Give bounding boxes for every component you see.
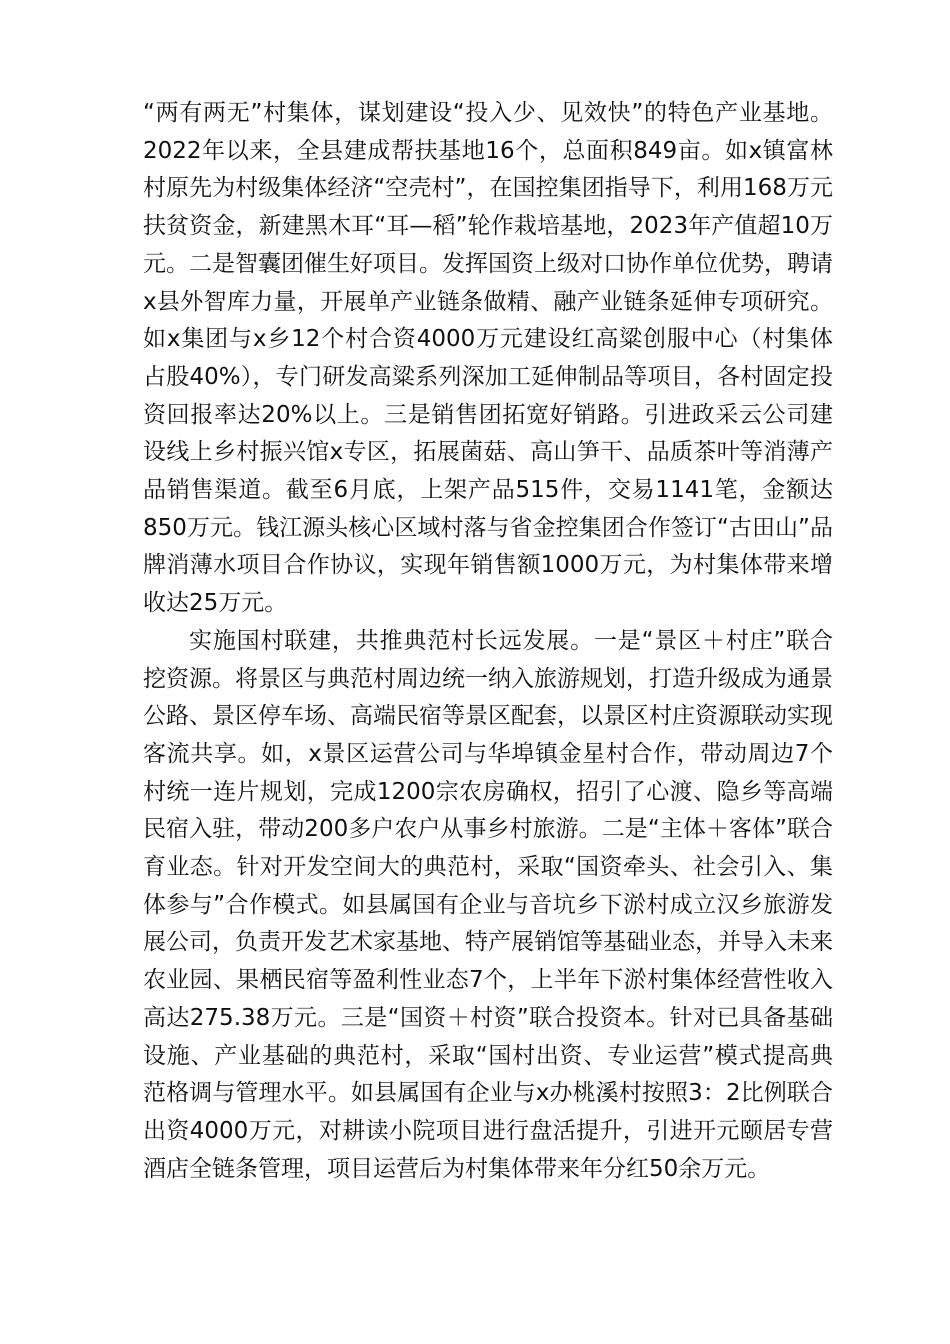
document-page (143, 95, 833, 1188)
paragraph-continued: “两有两无”村集体，谋划建设“投入少、见效快”的特色产业基地。2022年以来，全县建成帮扶基地16个，总面积849亩。如x镇富林村原先为村级集体经济“空壳村”，在国控集团指导下，利用168万元扶贫资金，新建黑木耳“耳—稻”轮作栽培基地，2023年产值超10万元。二是智囊团催生好项目。发挥国资上级对口协作单位优势，聘请x县外智库力量，开展单产业链条做精、融产业链条延伸专项研究。如x集团与x乡12个村合资4000万元建设红高粱创服中心（村集体占股40%），专门研发高粱系列深加工延伸制品等项目，各村固定投资回报率达20%以上。三是销售团拓宽好销路。引进政采云公司建设线上乡村振兴馆x专区，拓展菌菇、高山笋干、品质茶叶等消薄产品销售渠道。截至6月底，上架产品515件，交易1141笔，金额达850万元。钱江源头核心区域村落与省金控集团合作签订“古田山”品牌消薄水项目合作协议，实现年销售额1000万元，为村集体带来增收达25万元。 (143, 100, 833, 617)
paragraph-guocun-lianjian: 实施国村联建，共推典范村长远发展。一是“景区＋村庄”联合挖资源。将景区与典范村周边统一纳入旅游规划，打造升级成为通景公路、景区停车场、高端民宿等景区配套，以景区村庄资源联动实现客流共享。如，x景区运营公司与华埠镇金星村合作，带动周边7个村统一连片规划，完成1200宗农房确权，招引了心渡、隐乡等高端民宿入驻，带动200多户农户从事乡村旅游。二是“主体＋客体”联合育业态。针对开发空间大的典范村，采取“国资牵头、社会引入、集体参与”合作模式。如县属国有企业与音坑乡下淤村成立汉乡旅游发展公司，负责开发艺术家基地、特产展销馆等基础业态，并导入未来农业园、果栖民宿等盈利性业态7个，上半年下淤村集体经营性收入高达275.38万元。三是“国资＋村资”联合投资本。针对已具备基础设施、产业基础的典范村，采取“国村出资、专业运营”模式提高典范格调与管理水平。如县属国有企业与x办桃溪村按照3：2比例联合出资4000万元，对耕读小院项目进行盘活提升，引进开元颐居专营酒店全链条管理，项目运营后为村集体带来年分红50余万元。 (143, 627, 833, 1182)
